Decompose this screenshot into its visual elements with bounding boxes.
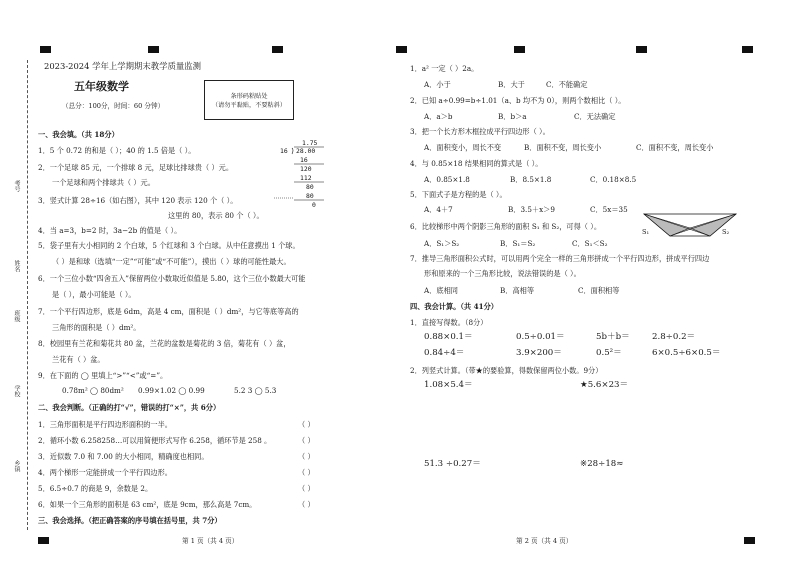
answer-blank[interactable]: （ ） (298, 452, 315, 461)
barcode-stamp-box (204, 80, 294, 120)
choice-option: A．4＋7 (424, 205, 453, 214)
side-label-town: 乡镇 (13, 460, 20, 472)
question-text: （ ）是和球（选填“一定”“可能”或“不可能”），摸出（ ）球的可能性最大。 (52, 257, 291, 266)
oral-calc: 0.88×0.1＝ (424, 332, 473, 342)
choice-option: C．无法确定 (574, 112, 616, 121)
compare-item: 0.78m² ◯ 80dm² (62, 386, 124, 395)
registration-mark (38, 537, 49, 544)
svg-text:16: 16 (280, 147, 288, 155)
stamp-text: （请勿平黏贴，不要粘斜） (211, 102, 287, 109)
subject-title: 五年级数学 (74, 80, 129, 93)
question-text: 兰花有（ ）盆。 (52, 355, 105, 364)
section-heading: 四、我会计算。（共 41分） (410, 302, 498, 311)
page-footer: 第 1 页（共 4 页） (182, 537, 239, 545)
compare-item: 0.99×1.02 ◯ 0.99 (138, 386, 205, 395)
question-text: 6．一个三位小数“四舍五入”保留两位小数取近似值是 5.80，这个三位小数最大可能 (38, 274, 306, 283)
side-label-class: 班级 (13, 310, 20, 322)
oral-calc: 0.5²＝ (596, 348, 622, 358)
question-text: 7．一个平行四边形，底是 6dm，高是 4 cm，面积是（ ）dm²，与它等底等高的 (38, 307, 299, 316)
vertical-calc: ※28÷18≈ (580, 459, 624, 469)
judge-question: 2．循环小数 6.258258…可以用简便形式写作 6.258，循环节是 258 。 (38, 436, 272, 445)
choice-question: 6．比较梯形中两个阴影三角形的面积 S₁ 和 S₂，可得（ ）。 (410, 222, 602, 231)
section-heading: 一、我会填。（共 18分） (38, 130, 119, 139)
exam-meta: （总分：100分，时间：60 分钟） (62, 102, 165, 110)
judge-question: 6．如果一个三角形的面积是 63 cm²，底是 9cm，那么高是 7cm。 (38, 500, 257, 509)
choice-option: C．0.18×8.5 (590, 175, 637, 184)
oral-calc: 6×0.5÷6×0.5＝ (652, 348, 721, 358)
choice-option: B．大于 (498, 80, 525, 89)
long-division-figure (274, 138, 334, 228)
choice-option: A．底相同 (424, 286, 458, 295)
question-text: 5．袋子里有大小相同的 2 个白球，5 个红球和 3 个白球。从中任意摸出 1 个球。 (38, 241, 300, 250)
choice-question: 4．与 0.85×18 结果相同的算式是（ ）。 (410, 159, 543, 168)
svg-text:1.75: 1.75 (302, 139, 318, 147)
binding-strip (6, 60, 34, 530)
question-text: 是（ ），最小可能是（ ）。 (52, 290, 136, 299)
judge-question: 4．两个梯形一定能拼成一个平行四边形。 (38, 468, 172, 477)
choice-question: 形和原来的一个三角形比较，说法错误的是（ ）。 (424, 269, 581, 278)
svg-text:16: 16 (300, 156, 308, 164)
answer-blank[interactable]: （ ） (298, 484, 315, 493)
question-text: 1．5 个 0.72 的和是（ ）；40 的 1.5 倍是（ ）。 (38, 146, 196, 155)
choice-question: 3．把一个长方形木框拉成平行四边形（ ）。 (410, 127, 550, 136)
judge-question: 3．近似数 7.0 和 7.00 的大小相同，精确度也相同。 (38, 452, 209, 461)
choice-option: A．0.85×1.8 (424, 175, 470, 184)
oral-calc: 0.5÷0.01＝ (516, 332, 565, 342)
choice-option: C．S₁＜S₂ (572, 239, 608, 248)
question-text: 一个足球和两个排球共（ ）元。 (52, 178, 155, 187)
svg-text:80: 80 (306, 183, 314, 191)
oral-calc: 3.9×200＝ (516, 348, 562, 358)
svg-text:28.00: 28.00 (296, 147, 316, 155)
oral-calc: 0.84÷4＝ (424, 348, 465, 358)
section-heading: 三、我会选择。（把正确答案的序号填在括号里，共 7分） (38, 516, 222, 525)
stamp-text: 条形码粘贴处 (230, 93, 268, 100)
choice-question: 5．下面式子是方程的是（ ）。 (410, 190, 507, 199)
svg-text:80: 80 (306, 192, 314, 200)
question-text: 三角形的面积是（ ）dm²。 (52, 323, 141, 332)
question-text: 这里的 80，表示 80 个（ ）。 (168, 211, 264, 220)
question-text: 2．一个足球 85 元，一个排球 8 元，足球比排球贵（ ）元。 (38, 163, 234, 172)
choice-option: A．S₁＞S₂ (424, 239, 460, 248)
choice-question: 7．推导三角形面积公式时，可以用两个完全一样的三角形拼成一个平行四边形，拼成平行四边 (410, 254, 710, 263)
oral-calc: 2.8÷0.2＝ (652, 332, 696, 342)
question-text: 8．校园里有兰花和菊花共 80 盆，兰花的盆数是菊花的 3 倍，菊花有（ ）盆， (38, 339, 291, 348)
answer-blank[interactable]: （ ） (298, 468, 315, 477)
registration-mark (514, 46, 525, 53)
exam-title: 2023-2024 学年上学期期末教学质量监测 (44, 61, 201, 71)
choice-option: B．8.5×1.8 (510, 175, 552, 184)
choice-option: C．面积相等 (578, 286, 620, 295)
judge-question: 5．6.5÷0.7 的商是 9，余数是 2。 (38, 484, 153, 493)
page-footer: 第 2 页（共 4 页） (516, 537, 573, 545)
judge-question: 1．三角形面积是平行四边形面积的一半。 (38, 420, 172, 429)
answer-blank[interactable]: （ ） (298, 436, 315, 445)
oral-calc: 5b＋b＝ (596, 332, 630, 342)
choice-option: C．面积不变，周长变小 (636, 143, 714, 152)
registration-mark (742, 46, 753, 53)
section-heading: 二、我会判断。（正确的打“√”，错误的打“×”，共 6分） (38, 403, 221, 412)
choice-question: 1．a² 一定（ ）2a。 (410, 64, 479, 73)
subsection-heading: 2．列竖式计算。（带★的要验算，得数保留两位小数。9分） (410, 366, 603, 375)
vertical-calc: 51.3 ÷0.27＝ (424, 459, 481, 469)
compare-item: 5.2 3 ◯ 5.3 (234, 386, 277, 395)
choice-option: B．S₁＝S₂ (500, 239, 536, 248)
registration-mark (272, 46, 283, 53)
side-label-school: 学校 (13, 385, 20, 397)
question-text: 4．当 a=3，b=2 时，3a−2b 的值是（ ）。 (38, 226, 182, 235)
registration-mark (148, 46, 159, 53)
choice-option: B．高相等 (500, 286, 535, 295)
choice-option: A．a＞b (424, 112, 453, 121)
registration-mark (40, 46, 51, 53)
choice-option: A．面积变小，周长不变 (424, 143, 502, 152)
side-label-name: 姓名 (13, 260, 20, 272)
figure-label-s2: S₂ (722, 228, 730, 236)
choice-option: A．小于 (424, 80, 451, 89)
side-label-exam-no: 考号 (13, 180, 20, 192)
registration-mark (396, 46, 407, 53)
choice-option: C．不能确定 (546, 80, 588, 89)
svg-text:112: 112 (300, 174, 312, 182)
answer-blank[interactable]: （ ） (298, 420, 315, 429)
question-text: 3．竖式计算 28÷16（如右图），其中 120 表示 120 个（ ）。 (38, 196, 238, 205)
svg-text:120: 120 (300, 165, 312, 173)
svg-text:0: 0 (312, 201, 316, 209)
choice-option: B．3.5＋x＞9 (508, 205, 555, 214)
choice-option: B．b＞a (498, 112, 527, 121)
choice-option: C．5x＝35 (590, 205, 628, 214)
choice-option: B．面积不变，周长变小 (524, 143, 602, 152)
figure-label-s1: S₁ (642, 228, 650, 236)
answer-blank[interactable]: （ ） (298, 500, 315, 509)
registration-mark (744, 537, 755, 544)
subsection-heading: 1．直接写得数。（8分） (410, 318, 488, 327)
choice-question: 2．已知 a÷0.99=b÷1.01（a、b 均不为 0），则两个数相比（ ）。 (410, 96, 626, 105)
registration-mark (636, 46, 647, 53)
vertical-calc: 1.08×5.4＝ (424, 380, 473, 390)
vertical-calc: ★5.6×23＝ (580, 380, 629, 390)
question-text: 9．在下面的 ◯ 里填上“>”“<”或“=”。 (38, 371, 168, 380)
